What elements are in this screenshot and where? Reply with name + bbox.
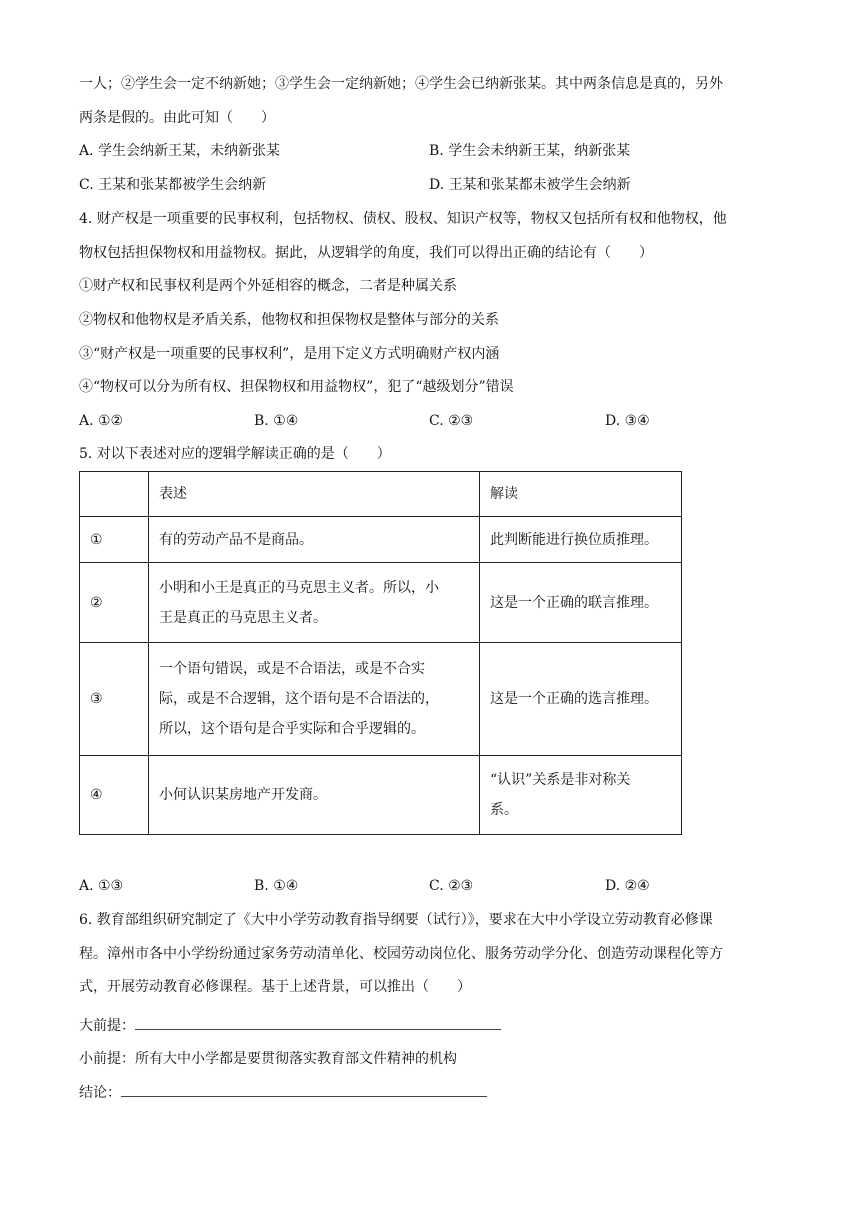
- row-4-reading-line-1: “认识”关系是非对称关: [490, 772, 631, 788]
- table-header-row: [80, 472, 682, 517]
- row-4-statement: [149, 756, 480, 835]
- q4-option-b: B. ①④: [254, 413, 299, 429]
- row-3-num: ③: [80, 643, 149, 756]
- row-2-statement: [149, 563, 480, 643]
- q4-option-a: A. ①②: [79, 413, 124, 429]
- q6-major-premise: [79, 1015, 501, 1036]
- row-1-reading: [480, 517, 682, 563]
- q4-stem-line-2: 物权包括担保物权和用益物权。据此，从逻辑学的角度，我们可以得出正确的结论有（ ）: [79, 245, 653, 261]
- header-num: [80, 472, 149, 517]
- q4-item-2: ②物权和他物权是矛盾关系，他物权和担保物权是整体与部分的关系: [79, 312, 499, 328]
- q3-stem-line-2: 两条是假的。由此可知（ ）: [79, 110, 275, 126]
- row-3-statement: [149, 643, 480, 756]
- q5-stem: 5. 对以下表述对应的逻辑学解读正确的是（ ）: [79, 446, 391, 462]
- q3-option-d: D. 王某和张某都未被学生会纳新: [429, 177, 631, 193]
- q5-option-c: C. ②③: [429, 878, 474, 894]
- header-reading: 解读: [480, 472, 682, 517]
- major-premise-blank: [135, 1015, 501, 1030]
- row-4-statement-line-1: 小何认识某房地产开发商。: [159, 787, 327, 803]
- row-1-reading-line-1: 此判断能进行换位质推理。: [490, 531, 658, 548]
- q5-option-d: D. ②④: [605, 878, 650, 894]
- row-3-statement-line-2: 际，或是不合逻辑，这个语句是不合语法的，: [159, 691, 439, 707]
- row-2-statement-line-2: 王是真正的马克思主义者。: [159, 609, 327, 626]
- q6-stem-line-3: 式，开展劳动教育必修课程。基于上述背景，可以推出（ ）: [79, 979, 471, 995]
- row-3-statement-line-1: 一个语句错误，或是不合语法，或是不合实: [159, 661, 425, 677]
- q4-item-1: ①财产权和民事权利是两个外延相容的概念，二者是种属关系: [79, 278, 457, 294]
- q3-option-b: B. 学生会未纳新王某，纳新张某: [429, 143, 631, 159]
- table-row: [80, 756, 682, 835]
- row-2-reading: [480, 563, 682, 643]
- row-1-statement: [149, 517, 480, 563]
- row-3-statement-line-3: 所以，这个语句是合乎实际和合乎逻辑的。: [159, 721, 425, 737]
- row-1-statement-line-1: 有的劳动产品不是商品。: [159, 531, 313, 548]
- q4-option-c: C. ②③: [429, 413, 474, 429]
- row-4-reading-line-2: 系。: [490, 802, 518, 818]
- q3-option-a: A. 学生会纳新王某，未纳新张某: [79, 143, 281, 159]
- row-4-num: ④: [80, 756, 149, 835]
- row-1-num: ①: [80, 517, 149, 563]
- q6-stem-line-2: 程。漳州市各中小学纷纷通过家务劳动清单化、校园劳动岗位化、服务劳动学分化、创造劳动课程化等方: [79, 946, 723, 962]
- q6-stem-line-1: 6. 教育部组织研究制定了《大中小学劳动教育指导纲要（试行）》，要求在大中小学设立劳动教育必修课: [79, 912, 713, 928]
- q6-minor-premise: 小前提：所有大中小学都是要贯彻落实教育部文件精神的机构: [79, 1051, 457, 1067]
- conclusion-blank: [121, 1082, 487, 1097]
- row-2-statement-line-1: 小明和小王是真正的马克思主义者。所以，小: [159, 579, 439, 596]
- q3-option-c: C. 王某和张某都被学生会纳新: [79, 177, 267, 193]
- row-2-num: ②: [80, 563, 149, 643]
- major-premise-label: 大前提：: [79, 1018, 135, 1034]
- q4-item-3: ③“财产权是一项重要的民事权利”，是用下定义方式明确财产权内涵: [79, 346, 500, 362]
- row-4-reading: [480, 756, 682, 835]
- q4-item-4: ④“物权可以分为所有权、担保物权和用益物权”，犯了“越级划分”错误: [79, 379, 514, 395]
- row-3-reading-line-1: 这是一个正确的选言推理。: [490, 691, 658, 707]
- row-3-reading: [480, 643, 682, 756]
- q4-stem-line-1: 4. 财产权是一项重要的民事权利，包括物权、债权、股权、知识产权等，物权又包括所有权和他物权，他: [79, 211, 727, 227]
- q4-option-d: D. ③④: [605, 413, 650, 429]
- conclusion-label: 结论：: [79, 1085, 121, 1101]
- table-row: [80, 517, 682, 563]
- q5-option-b: B. ①④: [254, 878, 299, 894]
- table-row: [80, 563, 682, 643]
- table-row: [80, 643, 682, 756]
- header-statement: 表述: [149, 472, 480, 517]
- q3-stem-line-1: 一人；②学生会一定不纳新她；③学生会一定纳新她；④学生会已纳新张某。其中两条信息是真的，另外: [79, 76, 723, 92]
- q5-option-a: A. ①③: [79, 878, 124, 894]
- row-2-reading-line-1: 这是一个正确的联言推理。: [490, 594, 658, 611]
- q6-conclusion: [79, 1082, 487, 1103]
- q5-table: [79, 471, 682, 835]
